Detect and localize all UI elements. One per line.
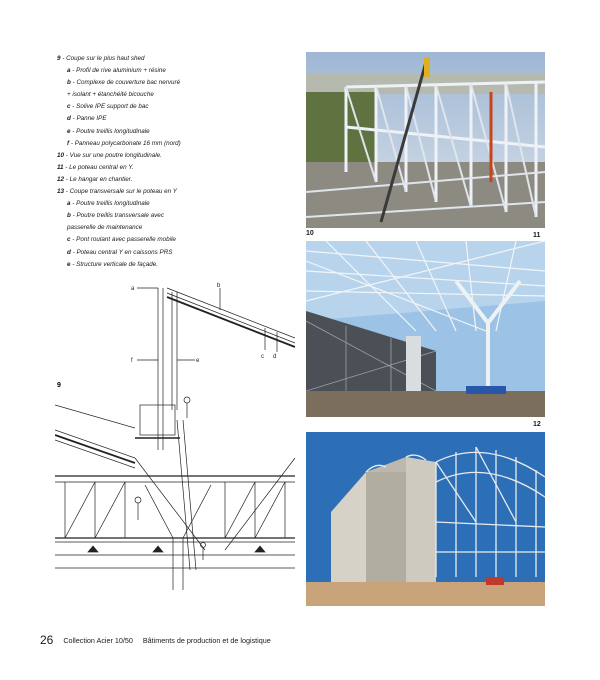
caption-line: 11 - Le poteau central en Y.	[57, 163, 134, 171]
caption-key: e	[67, 127, 71, 135]
caption-text: Complexe de couverture bac nervuré	[76, 79, 181, 87]
page-footer	[40, 633, 271, 647]
caption-text: Profil de rive aluminium + résine	[76, 67, 166, 75]
caption-key: 13	[57, 188, 65, 196]
caption-line: e - Structure verticale de façade.	[67, 260, 159, 268]
caption-text: Vue sur une poutre longitudinale.	[69, 151, 162, 159]
caption-text: Coupe sur le plus haut shed	[66, 55, 145, 62]
caption-key: d	[67, 248, 71, 256]
caption-line: b - Poutre treillis transversale avec	[67, 212, 164, 220]
y-column-image	[306, 241, 545, 417]
photo-label-10: 10	[306, 230, 314, 237]
caption-text: Pont roulant avec passerelle mobile	[76, 236, 176, 244]
caption-text: Poutre treillis longitudinale	[76, 200, 150, 208]
photo-y-column-interior	[306, 241, 545, 417]
caption-key: 12	[57, 175, 65, 183]
caption-line: a - Poutre treillis longitudinale	[67, 200, 150, 208]
caption-key: d	[67, 115, 71, 123]
photo-hangar-construction	[306, 432, 545, 606]
caption-key: a	[67, 200, 71, 208]
photo-label-11: 11	[533, 232, 541, 239]
caption-text: Poutre treillis transversale avec	[76, 212, 164, 220]
caption-text: Poteau central Y en caissons PRS	[76, 248, 173, 256]
caption-key: 9	[57, 55, 61, 62]
caption-line: 9 - Coupe sur le plus haut shed	[57, 55, 145, 62]
caption-key: c	[67, 236, 71, 244]
caption-text: Solive IPE support de bac	[76, 103, 149, 111]
page-number: 26	[40, 633, 54, 647]
drawing-label-b: b	[217, 283, 221, 289]
caption-text: Coupe transversale sur le poteau en Y	[69, 188, 177, 196]
caption-key: f	[67, 139, 70, 147]
figure-number: 9	[57, 382, 61, 389]
caption-line: 13 - Coupe transversale sur le poteau en Y	[57, 188, 177, 196]
caption-line	[57, 89, 297, 101]
caption-line: c - Solive IPE support de bac	[67, 103, 149, 111]
drawing-label-f: f	[131, 358, 133, 364]
photo-label-12: 12	[533, 421, 541, 428]
cross-section-drawing	[55, 280, 295, 590]
truss-beam-image	[306, 52, 545, 228]
drawing-label-e: e	[196, 358, 200, 364]
caption-key: e	[67, 260, 71, 268]
caption-text: passerelle de maintenance	[67, 224, 143, 232]
caption-key: c	[67, 103, 71, 111]
drawing-label-d: d	[273, 354, 277, 360]
book-title: Bâtiments de production et de logistique	[142, 636, 271, 645]
collection-name: Collection Acier 10/50	[63, 636, 133, 645]
caption-line: e - Poutre treillis longitudinale	[67, 127, 150, 135]
caption-text: Panneau polycarbonate 16 mm (nord)	[74, 139, 181, 147]
caption-key: 11	[57, 163, 64, 171]
caption-line: d - Poteau central Y en caissons PRS	[67, 248, 173, 256]
drawing-label-c: c	[261, 354, 264, 360]
caption-key: b	[67, 79, 71, 87]
caption-line: f - Panneau polycarbonate 16 mm (nord)	[67, 139, 181, 147]
photo-steel-truss-beam	[306, 52, 545, 228]
drawing-label-a: a	[131, 286, 135, 292]
caption-key: b	[67, 212, 71, 220]
caption-line: c - Pont roulant avec passerelle mobile	[67, 236, 176, 244]
caption-line: 12 - Le hangar en chantier.	[57, 175, 133, 183]
caption-key: 10	[57, 151, 65, 159]
caption-text: Panne IPE	[76, 115, 107, 123]
caption-text: Poutre treillis longitudinale	[76, 127, 150, 135]
caption-line: 10 - Vue sur une poutre longitudinale.	[57, 151, 162, 159]
caption-text: Le poteau central en Y.	[69, 163, 134, 171]
caption-line: b - Complexe de couverture bac nervuré	[67, 79, 181, 87]
caption-line: d - Panne IPE	[67, 115, 107, 123]
caption-line: a - Profil de rive aluminium + résine	[67, 67, 166, 75]
caption-text: Structure verticale de façade.	[76, 260, 159, 268]
caption-text: Le hangar en chantier.	[69, 175, 133, 183]
hangar-image	[306, 432, 545, 606]
caption-line	[57, 222, 297, 234]
caption-text: + isolant + étanchéité bicouche	[67, 91, 154, 99]
caption-key: a	[67, 67, 71, 75]
caption-list	[57, 53, 297, 271]
